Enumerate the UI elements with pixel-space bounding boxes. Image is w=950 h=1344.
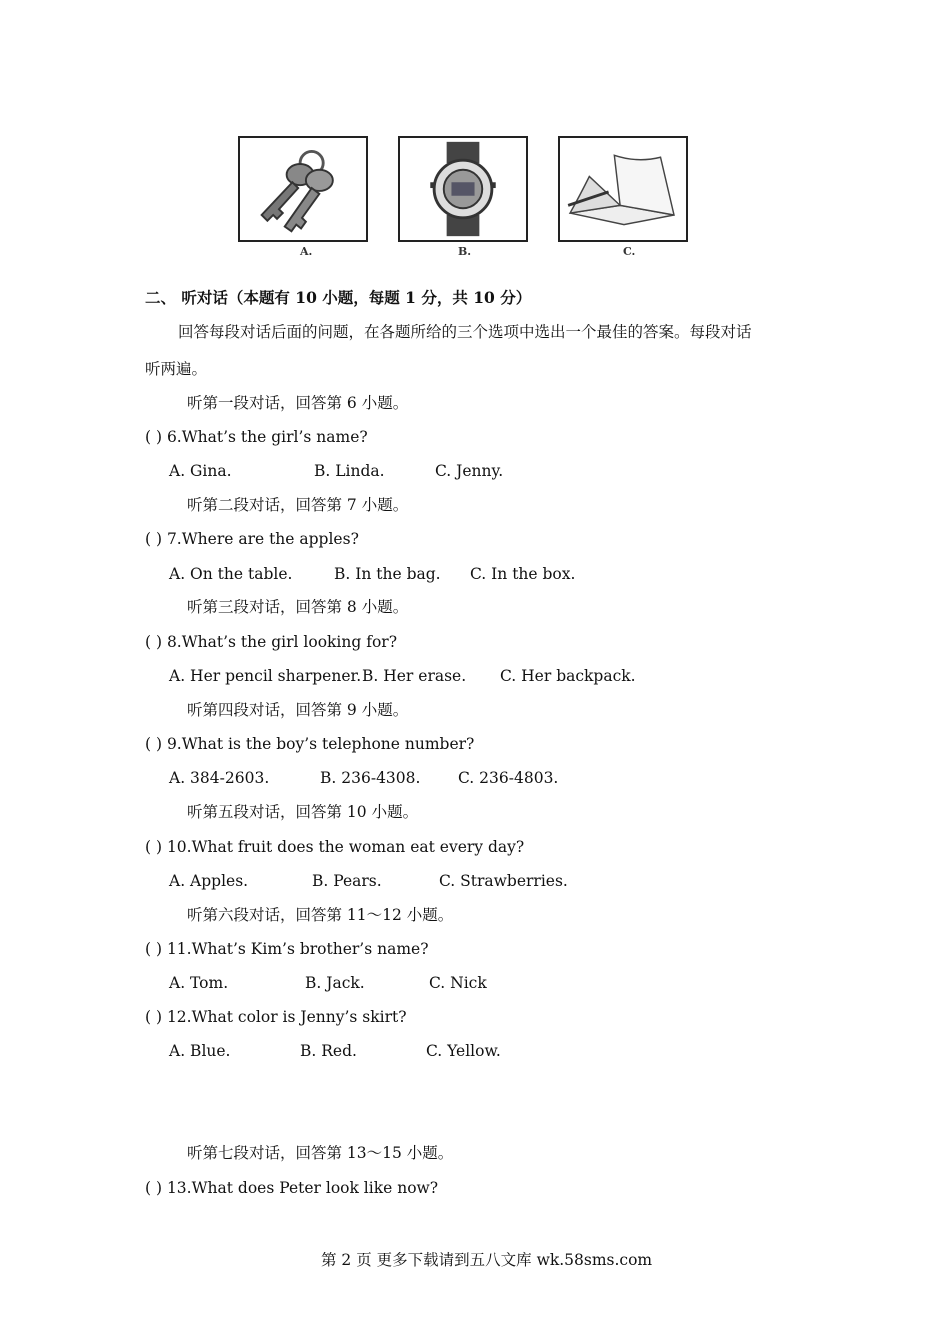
question-8: ( ) 8.What’s the girl looking for? [145, 633, 398, 651]
dialogue-1-note: 听第一段对话，回答第 6 小题。 [187, 394, 409, 412]
dialogue-2-note: 听第二段对话，回答第 7 小题。 [187, 496, 409, 514]
question-6: ( ) 6.What’s the girl’s name? [145, 428, 368, 446]
q12-option-a: A. Blue. [169, 1042, 231, 1060]
q6-option-c: C. Jenny. [435, 462, 504, 480]
q8-option-b: B. Her erase. [362, 667, 467, 685]
dialogue-4-note: 听第四段对话，回答第 9 小题。 [187, 701, 409, 719]
book-icon [560, 138, 686, 240]
picture-keys [238, 136, 368, 242]
question-9: ( ) 9.What is the boy’s telephone number? [145, 735, 475, 753]
instruction-line-1: 回答每段对话后面的问题，在各题所给的三个选项中选出一个最佳的答案。每段对话 [178, 323, 752, 341]
dialogue-5-note: 听第五段对话，回答第 10 小题。 [187, 803, 419, 821]
q9-option-c: C. 236-4803. [458, 769, 559, 787]
q6-option-b: B. Linda. [314, 462, 385, 480]
dialogue-7-note: 听第七段对话，回答第 13～15 小题。 [187, 1144, 454, 1162]
picture-book [558, 136, 688, 242]
q9-option-a: A. 384-2603. [169, 769, 270, 787]
question-11: ( ) 11.What’s Kim’s brother’s name? [145, 940, 429, 958]
picture-watch [398, 136, 528, 242]
keys-icon [240, 138, 366, 240]
q9-option-b: B. 236-4308. [320, 769, 421, 787]
caption-a: A. [300, 245, 313, 258]
caption-c: C. [623, 245, 636, 258]
q12-option-b: B. Red. [300, 1042, 357, 1060]
section-title: 二、 听对话（本题有 10 小题，每题 1 分，共 10 分） [145, 288, 532, 307]
question-12: ( ) 12.What color is Jenny’s skirt? [145, 1008, 407, 1026]
q8-option-a: A. Her pencil sharpener. [169, 667, 362, 685]
watch-icon [400, 138, 526, 240]
q10-option-a: A. Apples. [169, 872, 249, 890]
q10-option-c: C. Strawberries. [439, 872, 568, 890]
q11-option-c: C. Nick [429, 974, 487, 992]
q11-option-a: A. Tom. [169, 974, 229, 992]
q8-option-c: C. Her backpack. [500, 667, 636, 685]
q12-option-c: C. Yellow. [426, 1042, 501, 1060]
q10-option-b: B. Pears. [312, 872, 382, 890]
dialogue-6-note: 听第六段对话，回答第 11～12 小题。 [187, 906, 454, 924]
q7-option-b: B. In the bag. [334, 565, 441, 583]
q7-option-c: C. In the box. [470, 565, 576, 583]
caption-b: B. [458, 245, 472, 258]
page-footer: 第 2 页 更多下载请到五八文库 wk.58sms.com [321, 1251, 653, 1269]
q6-option-a: A. Gina. [169, 462, 232, 480]
instruction-line-2: 听两遍。 [145, 360, 208, 378]
q11-option-b: B. Jack. [305, 974, 365, 992]
question-10: ( ) 10.What fruit does the woman eat every day? [145, 838, 525, 856]
question-13: ( ) 13.What does Peter look like now? [145, 1179, 439, 1197]
question-7: ( ) 7.Where are the apples? [145, 530, 359, 548]
q7-option-a: A. On the table. [169, 565, 293, 583]
dialogue-3-note: 听第三段对话，回答第 8 小题。 [187, 598, 409, 616]
